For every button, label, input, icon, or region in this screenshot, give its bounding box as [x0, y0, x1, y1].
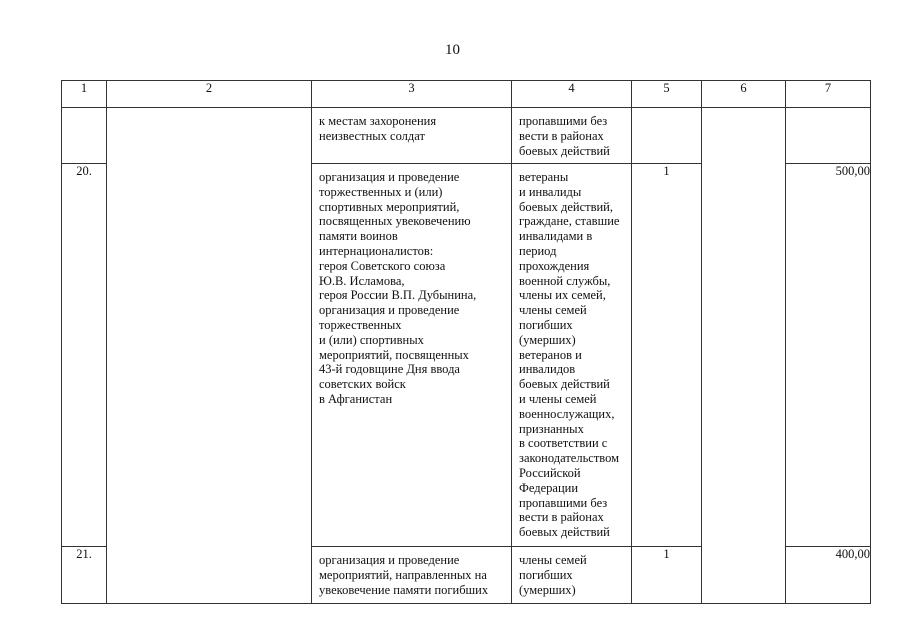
merged-column-6-cell — [702, 108, 786, 604]
count-cell: 1 — [632, 547, 702, 604]
participants-text: пропавшими без вести в районах боевых действий — [519, 114, 610, 158]
event-description-cell — [312, 547, 512, 604]
event-description-text: организация и проведение торжественных и (или) спортивных мероприятий, посвященных увековечению памяти воинов интернационалистов: героя Советского союза Ю.В. Исламова, героя России В.П. Дубынина, организация и проведение торжественных и (или) спортивных мероприятий, посвященных 43-й годовщине Дня ввода советских войск в Афганистан — [319, 170, 477, 406]
row-number-cell — [62, 108, 107, 164]
amount-cell: 400,00 — [786, 547, 871, 604]
participants-cell — [512, 547, 632, 604]
event-description-text: к местам захоронения неизвестных солдат — [319, 114, 437, 143]
amount-cell: 500,00 — [786, 164, 871, 547]
amount-cell — [786, 108, 871, 164]
participants-text: ветераны и инвалиды боевых действий, граждане, ставшие инвалидами в период прохождения военной службы, члены их семей, члены семей погибших (умерших) ветеранов и инвалидов боевых действий и члены семей военнослужащих, признанных в соответствии с законодательством Российской Федерации пропавшими без вести в районах боевых действий — [519, 170, 620, 540]
column-header: 1 — [62, 81, 107, 108]
participants-cell — [512, 164, 632, 547]
column-header: 5 — [632, 81, 702, 108]
column-header: 2 — [107, 81, 312, 108]
page-number: 10 — [445, 42, 460, 58]
participants-cell — [512, 108, 632, 164]
column-header: 3 — [312, 81, 512, 108]
data-table — [61, 80, 871, 604]
event-description-cell — [312, 164, 512, 547]
event-description-text: организация и проведение мероприятий, направленных на увековечение памяти погибших — [319, 553, 489, 597]
column-header: 6 — [702, 81, 786, 108]
column-header: 7 — [786, 81, 871, 108]
table-header-row — [62, 81, 871, 108]
merged-column-2-cell — [107, 108, 312, 604]
event-description-cell — [312, 108, 512, 164]
count-cell — [632, 108, 702, 164]
row-number-cell: 21. — [62, 547, 107, 604]
column-header: 4 — [512, 81, 632, 108]
count-cell: 1 — [632, 164, 702, 547]
table-row — [62, 108, 871, 164]
row-number-cell: 20. — [62, 164, 107, 547]
participants-text: члены семей погибших (умерших) — [519, 553, 587, 597]
